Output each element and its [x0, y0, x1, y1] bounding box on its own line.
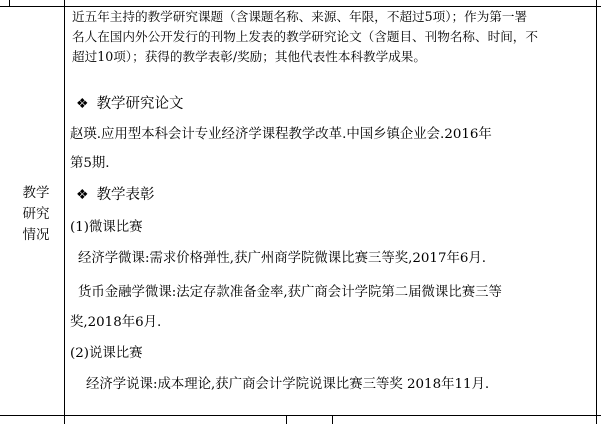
awards-heading-text: 教学表彰 [96, 187, 155, 203]
paper-entry-line-1: 赵瑛.应用型本科会计专业经济学课程教学改革.中国乡镇企业会.2016年 [70, 127, 492, 142]
instruction-line-1: 近五年主持的教学研究课题（含课题名称、来源、年限，不超过5项）；作为第一署 [72, 9, 528, 24]
bottom-tick-1 [286, 415, 287, 424]
papers-heading-text: 教学研究论文 [96, 96, 184, 112]
awards-heading [76, 185, 155, 205]
bottom-border [0, 415, 601, 416]
diamond-bullet-icon: ❖ [76, 187, 89, 203]
section-label-line1: 教学 [22, 185, 50, 201]
instruction-line-2: 名人在国内外公开发行的刊物上发表的教学研究论文（含题目、刊物名称、时间，不 [72, 29, 538, 44]
bottom-tick-2 [332, 415, 333, 424]
instruction-line-3: 超过10项）；获得的教学表彰/奖励；其他代表性本科教学成果。 [72, 49, 426, 64]
section-label [12, 183, 60, 246]
right-border [596, 0, 597, 424]
diamond-bullet-icon: ❖ [76, 96, 89, 112]
left-column-divider [64, 0, 65, 424]
micro-course-award-1: 经济学微课:需求价格弹性,获广州商学院微课比赛三等奖,2017年6月. [78, 251, 487, 266]
lecture-contest-title: (2)说课比赛 [70, 346, 143, 361]
paper-entry-line-2: 第5期. [70, 156, 110, 171]
section-label-line2: 研究 [22, 206, 50, 222]
micro-course-award-2-line-2: 奖,2018年6月. [70, 315, 162, 330]
section-label-line3: 情况 [22, 227, 50, 243]
lecture-contest-award-1: 经济学说课:成本理论,获广商会计学院说课比赛三等奖 2018年11月. [86, 377, 490, 392]
top-left-tick [9, 0, 10, 6]
micro-course-award-2-line-1: 货币金融学微课:法定存款准备金率,获广商会计学院第二届微课比赛三等 [78, 285, 502, 300]
papers-heading [76, 94, 184, 114]
micro-course-title: (1)微课比赛 [70, 220, 143, 235]
